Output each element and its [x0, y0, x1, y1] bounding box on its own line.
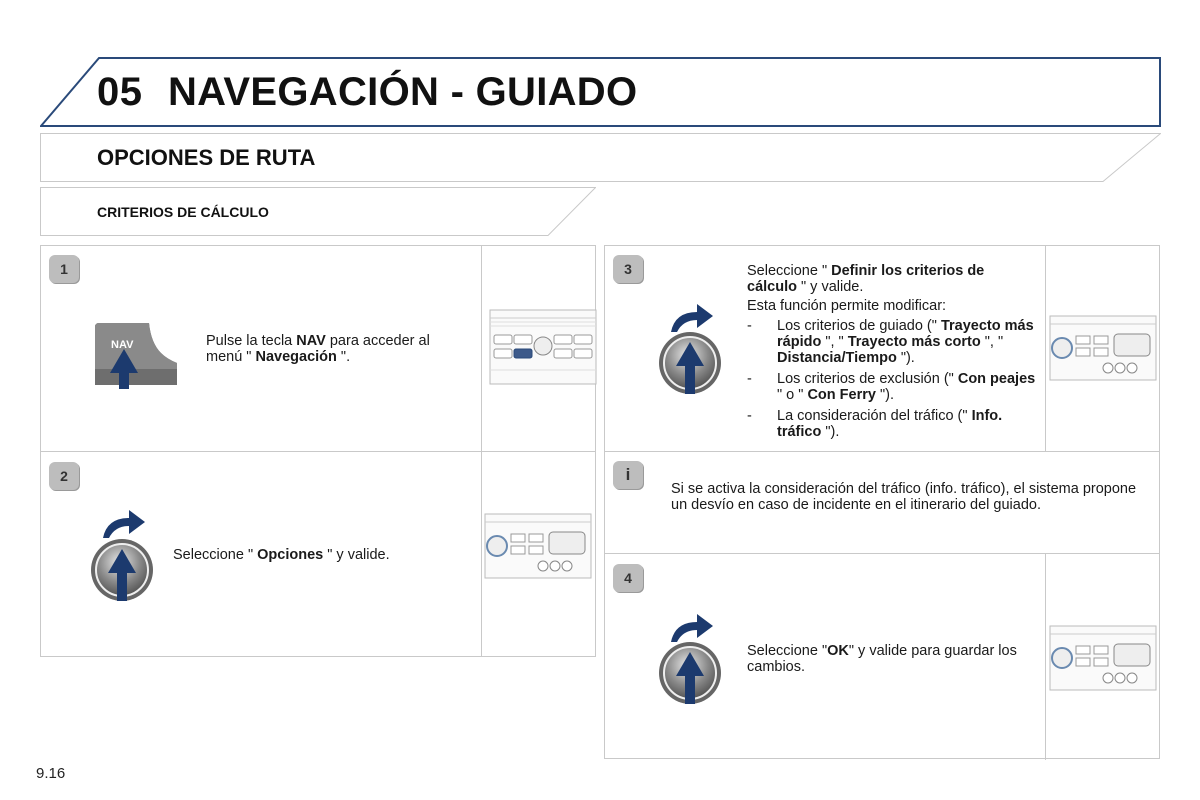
step-badge-2: 2 — [49, 462, 79, 490]
chapter-header — [40, 57, 1161, 127]
subsection-band — [40, 187, 596, 236]
chapter-title: NAVEGACIÓN - GUIADO — [168, 70, 638, 114]
step-badge-1: 1 — [49, 255, 79, 283]
panel-divider — [1045, 553, 1046, 760]
step-badge-3: 3 — [613, 255, 643, 283]
subsection-title: CRITERIOS DE CÁLCULO — [97, 204, 269, 220]
radio-unit-icon — [1048, 624, 1158, 692]
steps-panel-left — [40, 245, 596, 657]
up-arrow-icon — [104, 347, 144, 391]
criteria-list — [747, 318, 1037, 440]
step-3-text — [747, 263, 1037, 445]
step-badge-4: 4 — [613, 564, 643, 592]
info-icon: i — [613, 461, 643, 489]
rotary-knob-icon — [89, 537, 155, 603]
radio-unit-icon — [1048, 314, 1158, 382]
panel-divider — [1045, 246, 1046, 451]
list-item: - Los criterios de exclusión (" Con peajes " o " Con Ferry "). — [747, 371, 1036, 403]
step-4-text: Seleccione "OK" y valide para guardar los cambios. — [747, 643, 1017, 675]
page-number: 9.16 — [36, 765, 66, 782]
list-item: - Los criterios de guiado (" Trayecto más rápido ", " Trayecto más corto ", " Distancia/Tiempo "). — [747, 318, 1034, 366]
section-title: OPCIONES DE RUTA — [97, 145, 316, 170]
row-divider — [41, 451, 595, 452]
row-divider — [605, 553, 1159, 554]
step-3-intro: Esta función permite modificar: — [747, 298, 947, 314]
rotary-knob-icon — [657, 640, 723, 706]
step-1-text: Pulse la tecla NAV para acceder al menú " Navegación ". — [206, 333, 430, 365]
list-item: - La consideración del tráfico (" Info. tráfico "). — [747, 408, 1003, 440]
section-band — [40, 133, 1161, 182]
radio-unit-icon — [483, 512, 593, 580]
steps-panel-right — [604, 245, 1160, 759]
nav-key-label: NAV — [111, 339, 134, 351]
info-text: Si se activa la consideración del tráfico (info. tráfico), el sistema propone un desvío en caso de incidente en el itinerario del guiado. — [671, 481, 1137, 513]
step-3-line: Seleccione " Definir los criterios de cálculo " y valide. — [747, 263, 985, 295]
radio-unit-icon — [488, 308, 598, 386]
row-divider — [605, 451, 1159, 452]
step-2-text: Seleccione " Opciones " y valide. — [173, 547, 390, 563]
rotary-knob-icon — [657, 330, 723, 396]
chapter-number: 05 — [97, 70, 143, 114]
